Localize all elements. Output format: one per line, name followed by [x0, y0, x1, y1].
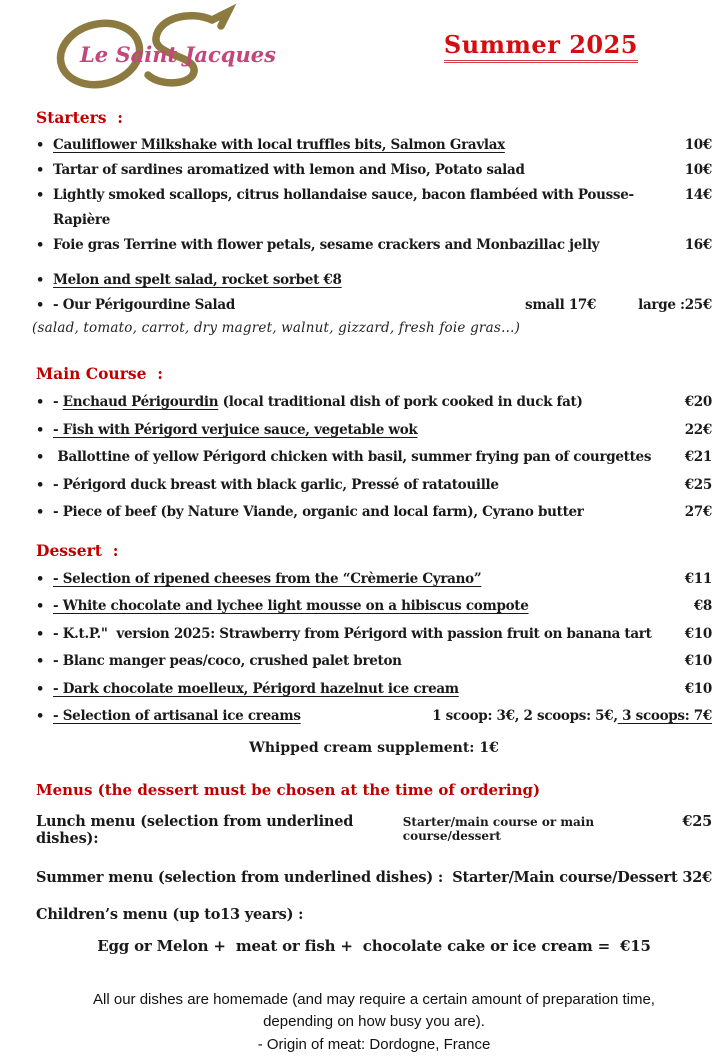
bullet-icon: • — [36, 450, 45, 465]
scoop-prices-underlined: 3 scoops: 7€ — [617, 708, 712, 724]
header — [36, 6, 712, 94]
item-price: 16€ — [684, 237, 712, 253]
season-title: Summer 2025 — [444, 30, 638, 63]
scoop-prices — [432, 703, 712, 730]
scoop-prices-plain: 1 scoop: 3€, 2 scoops: 5€, — [432, 708, 618, 724]
item-price: 22€ — [684, 421, 712, 438]
item-text: Ballottine of yellow Périgord chicken with basil, summer frying pan of courgettes — [53, 449, 652, 465]
section-main-course — [36, 364, 712, 527]
item-price: 10€ — [684, 137, 712, 153]
item-price: €8 — [693, 598, 712, 614]
dessert-item — [36, 676, 712, 704]
summer-menu-line — [36, 869, 712, 886]
bullet-icon: • — [36, 238, 45, 253]
homemade-note: All our dishes are homemade (and may require a certain amount of preparation time, depending on how busy you are). — [93, 990, 655, 1030]
bullet-icon: • — [36, 395, 45, 410]
dessert-item — [36, 621, 712, 649]
item-text: - Dark chocolate moelleux, Périgord hazelnut ice cream — [53, 680, 459, 697]
item-price: 10€ — [684, 162, 712, 178]
section-menus — [36, 781, 712, 955]
bullet-icon: • — [36, 138, 45, 153]
starter-item-perigourdine — [36, 293, 712, 318]
item-text: - Our Périgourdine Salad — [53, 297, 235, 313]
bullet-icon: • — [36, 626, 45, 642]
item-text: Lightly smoked scallops, citrus hollandaise sauce, bacon flambéed with Pousse-Rapière — [53, 187, 634, 228]
restaurant-logo — [42, 8, 294, 90]
bullet-icon: • — [36, 599, 45, 614]
bullet-icon: • — [36, 505, 45, 520]
children-menu-formula: Egg or Melon + meat or fish + chocolate cake or ice cream = €15 — [97, 936, 651, 955]
item-text: - Blanc manger peas/coco, crushed palet breton — [53, 653, 402, 669]
item-text: - Selection of artisanal ice creams — [53, 708, 301, 724]
starter-item — [36, 183, 712, 233]
bullet-icon: • — [36, 571, 45, 587]
dessert-item — [36, 593, 712, 621]
main-item — [36, 472, 712, 500]
section-dessert — [36, 541, 712, 761]
dessert-item-ice-creams — [36, 703, 712, 731]
size-large-price: large :25€ — [638, 297, 712, 313]
main-item — [36, 389, 712, 417]
item-price: €20 — [684, 394, 712, 410]
bullet-icon: • — [36, 163, 45, 178]
item-price: €11 — [684, 570, 712, 587]
item-text: - White chocolate and lychee light mousse on a hibiscus compote — [53, 598, 529, 614]
restaurant-name: Le Saint Jacques — [80, 42, 276, 67]
children-menu-label: Children’s menu (up to13 years) : — [36, 905, 304, 923]
dessert-item — [36, 648, 712, 676]
bullet-icon: • — [36, 654, 45, 669]
bullet-icon: • — [36, 709, 45, 724]
section-starters — [32, 108, 712, 338]
item-text — [53, 389, 681, 416]
item-text: Cauliflower Milkshake with local truffles bits, Salmon Gravlax — [53, 137, 505, 153]
bullet-icon: • — [36, 273, 45, 288]
item-price: 27€ — [684, 504, 712, 520]
item-price: €21 — [684, 449, 712, 465]
whipped-cream-note: Whipped cream supplement: 1€ — [249, 739, 499, 756]
item-text: Tartar of sardines aromatized with lemon and Miso, Potato salad — [53, 162, 525, 178]
item-text: - Selection of ripened cheeses from the “Crèmerie Cyrano” — [53, 570, 482, 587]
item-text: - Piece of beef (by Nature Viande, organic and local farm), Cyrano butter — [53, 504, 584, 520]
dessert-heading: Dessert : — [36, 540, 119, 560]
item-text-underlined: - Fish with Périgord verjuice sauce, vegetable wok — [53, 421, 418, 438]
item-text: Melon and spelt salad, rocket sorbet €8 — [53, 272, 342, 288]
item-price: €10 — [684, 625, 712, 642]
meat-origin-note: - Origin of meat: Dordogne, France — [257, 1035, 491, 1053]
dessert-item — [36, 566, 712, 594]
starter-item — [36, 133, 712, 158]
item-text: - Périgord duck breast with black garlic, Pressé of ratatouille — [53, 476, 499, 493]
lunch-menu-label: Lunch menu (selection from underlined dishes): — [36, 812, 359, 847]
lunch-menu-line — [36, 813, 712, 847]
item-price: €25 — [684, 476, 712, 493]
bullet-icon: • — [36, 422, 45, 438]
item-price: 14€ — [684, 187, 712, 203]
bullet-icon: • — [36, 681, 45, 697]
starter-item-melon — [36, 268, 712, 293]
summer-menu-detail: Starter/Main course/Dessert 32€ — [452, 868, 712, 886]
footer-notes — [36, 989, 712, 1056]
size-small-price: small 17€ — [525, 297, 597, 313]
children-menu-line — [36, 906, 712, 923]
lunch-menu-detail: Starter/main course or main course/dessert — [402, 814, 599, 843]
size-prices — [525, 293, 712, 318]
item-price: €10 — [684, 653, 712, 669]
main-item — [36, 444, 712, 472]
bullet-icon: • — [36, 188, 45, 203]
main-item — [36, 417, 712, 445]
starter-item — [36, 233, 712, 258]
item-text — [53, 417, 681, 444]
main-item — [36, 499, 712, 527]
summer-menu-label: Summer menu (selection from underlined dishes) : — [36, 868, 443, 886]
item-text-rest: (local traditional dish of pork cooked in duck fat) — [218, 394, 583, 410]
item-price: €10 — [684, 680, 712, 697]
starters-heading: Starters : — [36, 108, 123, 127]
item-text: Foie gras Terrine with flower petals, sesame crackers and Monbazillac jelly — [53, 237, 600, 253]
item-text: - K.t.P." version 2025: Strawberry from Périgord with passion fruit on banana tart — [53, 625, 652, 642]
starter-item — [36, 158, 712, 183]
salad-ingredients-note: (salad, tomato, carrot, dry magret, walnut, gizzard, fresh foie gras…) — [32, 320, 521, 336]
main-course-heading: Main Course : — [36, 364, 163, 383]
item-text-underlined: Enchaud Périgourdin — [62, 394, 219, 410]
lunch-menu-price: €25 — [682, 812, 712, 830]
bullet-icon: • — [36, 298, 45, 313]
menus-heading: Menus (the dessert must be chosen at the time of ordering) — [36, 780, 541, 799]
item-prefix: - — [53, 394, 63, 410]
bullet-icon: • — [36, 477, 45, 493]
